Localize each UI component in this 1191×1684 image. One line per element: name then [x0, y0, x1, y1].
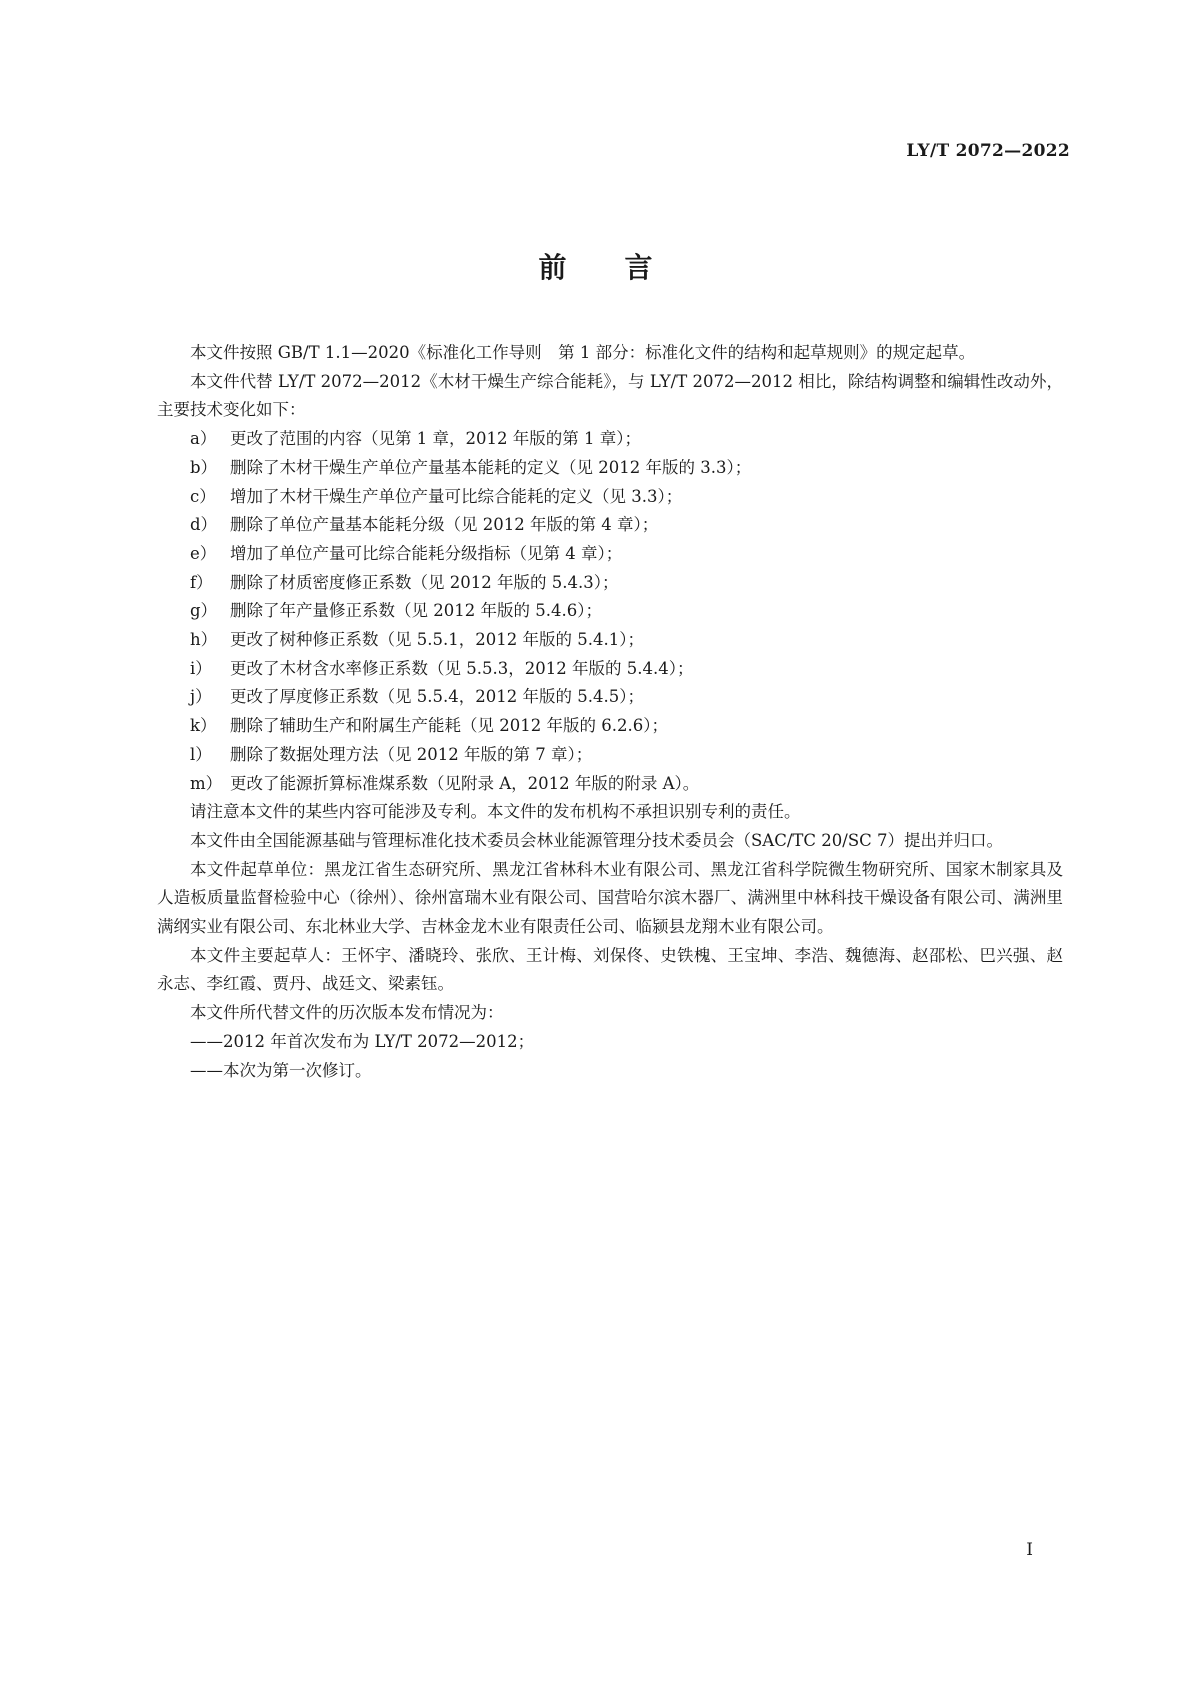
list-item-text: 删除了单位产量基本能耗分级（见 2012 年版的第 4 章）； [230, 515, 659, 535]
list-item [157, 425, 1063, 454]
list-item [157, 511, 1063, 540]
page-number: I [1026, 1540, 1033, 1560]
paragraph-basis: 本文件按照 GB/T 1.1—2020《标准化工作导则 第 1 部分：标准化文件的结构和起草规则》的规定起草。 [190, 343, 976, 362]
list-item-text: 更改了木材含水率修正系数（见 5.5.3，2012 年版的 5.4.4）； [230, 658, 694, 678]
history-item: ——本次为第一次修订。 [190, 1060, 372, 1080]
paragraph-replaces: 本文件代替 LY/T 2072—2012《木材干燥生产综合能耗》，与 LY/T 2072—2012 相比，除结构调整和编辑性改动外，主要技术变化如下： [157, 371, 1063, 420]
list-item-text: 删除了木材干燥生产单位产量基本能耗的定义（见 2012 年版的 3.3）； [230, 457, 752, 477]
list-item-label: g） [190, 601, 218, 621]
list-item [157, 540, 1063, 569]
list-item-label: c） [190, 486, 216, 506]
paragraph-history-intro: 本文件所代替文件的历次版本发布情况为： [190, 1003, 504, 1023]
list-item-label: i） [190, 658, 212, 678]
list-item-text: 删除了年产量修正系数（见 2012 年版的 5.4.6）； [230, 601, 602, 621]
list-item [157, 454, 1063, 483]
list-item-text: 删除了辅助生产和附属生产能耗（见 2012 年版的 6.2.6）； [230, 716, 668, 736]
list-item-text: 增加了单位产量可比综合能耗分级指标（见第 4 章）； [230, 543, 623, 563]
document-body [157, 339, 1063, 1085]
list-item [157, 626, 1063, 655]
list-item-text: 增加了木材干燥生产单位产量可比综合能耗的定义（见 3.3）； [230, 486, 683, 506]
standard-code: LY/T 2072—2022 [906, 141, 1070, 161]
list-item-label: d） [190, 515, 218, 535]
list-item-label: e） [190, 543, 217, 563]
paragraph-drafters: 本文件主要起草人：王怀宇、潘晓玲、张欣、王计梅、刘保佟、史铁槐、王宝坤、李浩、魏德海、赵邵松、巴兴强、赵永志、李红霞、贾丹、战廷文、梁素钰。 [157, 945, 1063, 994]
list-item [157, 683, 1063, 712]
list-item [157, 655, 1063, 684]
list-item-text: 删除了数据处理方法（见 2012 年版的第 7 章）； [230, 744, 593, 764]
list-item [157, 741, 1063, 770]
list-item-text: 更改了范围的内容（见第 1 章，2012 年版的第 1 章）； [230, 429, 641, 449]
page-title: 前言 [538, 251, 711, 284]
list-item [157, 483, 1063, 512]
history-item: ——2012 年首次发布为 LY/T 2072—2012； [190, 1031, 535, 1051]
paragraph-patent-notice: 请注意本文件的某些内容可能涉及专利。本文件的发布机构不承担识别专利的责任。 [190, 802, 801, 822]
list-item [157, 770, 1063, 799]
list-item-label: h） [190, 630, 218, 650]
list-item-label: k） [190, 716, 217, 736]
list-item-label: f） [190, 572, 213, 592]
list-item-label: a） [190, 429, 217, 449]
paragraph-proposer: 本文件由全国能源基础与管理标准化技术委员会林业能源管理分技术委员会（SAC/TC 20/SC 7）提出并归口。 [190, 830, 1004, 850]
list-item-text: 更改了厚度修正系数（见 5.5.4，2012 年版的 5.4.5）； [230, 687, 644, 707]
list-item-text: 更改了树种修正系数（见 5.5.1，2012 年版的 5.4.1）； [230, 630, 644, 650]
paragraph-drafting-units: 本文件起草单位：黑龙江省生态研究所、黑龙江省林科木业有限公司、黑龙江省科学院微生物研究所、国家木制家具及人造板质量监督检验中心（徐州）、徐州富瑞木业有限公司、国营哈尔滨木器厂、满洲里中林科技干燥设备有限公司、满洲里满纲实业有限公司、东北林业大学、吉林金龙木业有限责任公司、临颍县龙翔木业有限公司。 [157, 859, 1063, 937]
list-item-text: 更改了能源折算标准煤系数（见附录 A，2012 年版的附录 A）。 [230, 773, 700, 793]
list-item-label: b） [190, 457, 218, 477]
list-item [157, 712, 1063, 741]
list-item [157, 597, 1063, 626]
list-item-label: l） [190, 744, 212, 764]
changes-list [157, 425, 1063, 798]
list-item-text: 删除了材质密度修正系数（见 2012 年版的 5.4.3）； [230, 572, 619, 592]
list-item [157, 569, 1063, 598]
list-item-label: j） [190, 687, 212, 707]
list-item-label: m） [190, 773, 223, 793]
